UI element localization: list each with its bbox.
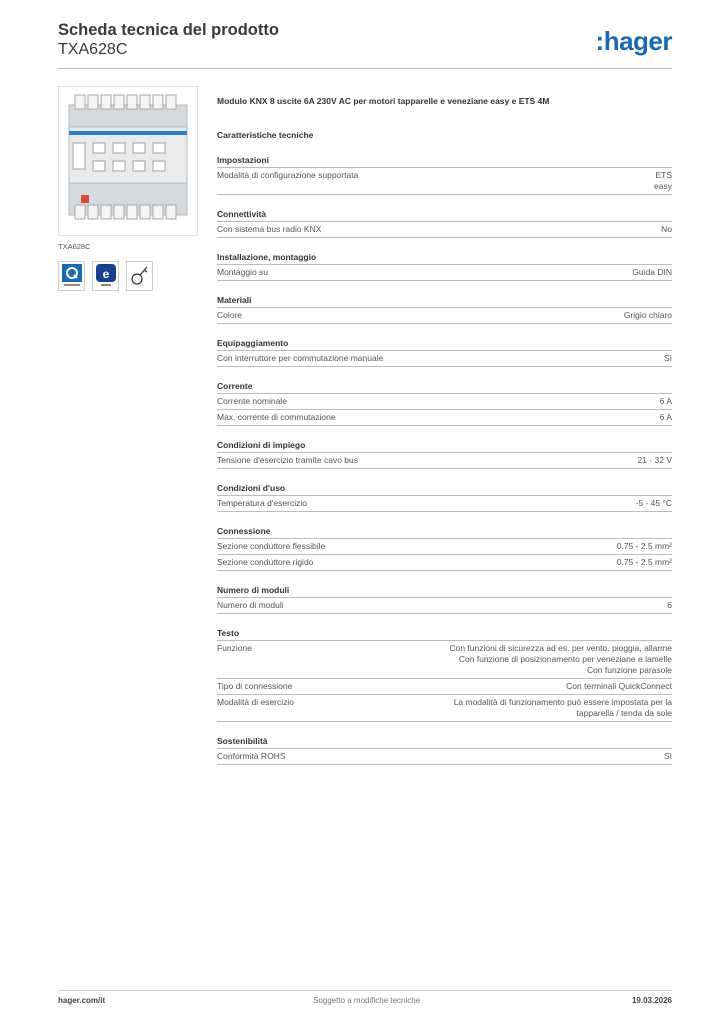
spec-value-line: Con terminali QuickConnect xyxy=(566,681,672,691)
spec-group-title: Condizioni d'uso xyxy=(217,483,672,496)
spec-label: Numero di moduli xyxy=(217,600,284,610)
spec-value-line: Sì xyxy=(663,353,672,363)
spec-row xyxy=(217,496,672,512)
spec-row xyxy=(217,539,672,555)
spec-value xyxy=(638,455,673,466)
product-image xyxy=(58,86,198,236)
spec-value-line: Guida DIN xyxy=(632,267,672,277)
spec-label: Conformità ROHS xyxy=(217,751,286,761)
spec-row xyxy=(217,695,672,722)
spec-value-line: ETS xyxy=(655,170,672,180)
spec-value xyxy=(566,681,672,692)
spec-group-title: Sostenibilità xyxy=(217,736,672,749)
spec-group-title: Impostazioni xyxy=(217,155,672,168)
product-code: TXA628C xyxy=(58,41,128,58)
spec-group xyxy=(217,252,672,281)
header-divider xyxy=(58,68,672,69)
spec-label: Max. corrente di commutazione xyxy=(217,412,336,422)
spec-label: Sezione conduttore rigido xyxy=(217,557,314,567)
hager-logo: :hager xyxy=(595,26,672,56)
spec-value xyxy=(617,557,672,568)
spec-value-line: Con funzione di posizionamento per veneziane e lamelle xyxy=(458,654,672,664)
spec-label: Montaggio su xyxy=(217,267,269,277)
spec-row xyxy=(217,555,672,571)
spec-group-title: Numero di moduli xyxy=(217,585,672,598)
spec-value xyxy=(660,396,672,407)
spec-label: Tensione d'esercizio tramite cavo bus xyxy=(217,455,358,465)
spec-value-line: Grigio chiaro xyxy=(623,310,672,320)
spec-label: Temperatura d'esercizio xyxy=(217,498,307,508)
spec-value xyxy=(632,267,672,278)
product-media xyxy=(58,86,198,291)
image-caption: TXA628C xyxy=(58,242,91,251)
spec-row xyxy=(217,679,672,695)
spec-value xyxy=(636,498,672,509)
spec-group-title: Installazione, montaggio xyxy=(217,252,672,265)
spec-groups xyxy=(217,155,672,765)
spec-group xyxy=(217,209,672,238)
footer-website[interactable]: hager.com/it xyxy=(58,996,106,1005)
logo-text: hager xyxy=(603,26,672,56)
spec-label: Con interruttore per commutazione manuale xyxy=(217,353,384,363)
quality-badge-icon xyxy=(58,261,85,291)
spec-value-line: 21 - 32 V xyxy=(637,455,672,465)
spec-label: Colore xyxy=(217,310,243,320)
spec-group xyxy=(217,338,672,367)
spec-value-line: easy xyxy=(654,181,672,191)
spec-value-line: La modalità di funzionamento può essere impostata per la xyxy=(453,697,672,707)
spec-value-line: tapparella / tenda da sole xyxy=(576,708,672,718)
spec-label: Modalità di configurazione supportata xyxy=(217,170,359,180)
spec-value xyxy=(667,600,672,611)
spec-group xyxy=(217,440,672,469)
specs-heading: Caratteristiche tecniche xyxy=(217,130,314,140)
spec-group-title: Connettività xyxy=(217,209,672,222)
spec-group xyxy=(217,736,672,765)
spec-label: Corrente nominale xyxy=(217,396,287,406)
spec-group xyxy=(217,526,672,571)
spec-row xyxy=(217,641,672,679)
spec-value-line: Con funzione parasole xyxy=(586,665,672,675)
spec-label: Con sistema bus radio KNX xyxy=(217,224,322,234)
spec-row xyxy=(217,222,672,238)
document-title: Scheda tecnica del prodotto xyxy=(58,21,279,39)
certification-badges xyxy=(58,261,198,291)
spec-row xyxy=(217,265,672,281)
spec-group-title: Condizioni di impiego xyxy=(217,440,672,453)
spec-value-line: No xyxy=(661,224,672,234)
spec-group xyxy=(217,628,672,722)
product-illustration xyxy=(59,87,197,235)
spec-value-line: 0.75 - 2.5 mm² xyxy=(616,541,672,551)
spec-value-line: 6 xyxy=(667,600,672,610)
spec-group-title: Connessione xyxy=(217,526,672,539)
spec-group-title: Materiali xyxy=(217,295,672,308)
spec-value-line: 6 A xyxy=(659,396,672,406)
spec-row xyxy=(217,749,672,765)
spec-group xyxy=(217,295,672,324)
spec-value xyxy=(664,353,672,364)
spec-label: Tipo di connessione xyxy=(217,681,293,691)
footer-date: 19.03.2026 xyxy=(631,996,672,1005)
svg-text:e: e xyxy=(102,267,109,281)
footer-notice: Soggetto a modifiche tecniche xyxy=(313,996,421,1005)
product-name: Modulo KNX 8 uscite 6A 230V AC per motori tapparelle e veneziane easy e ETS 4M xyxy=(217,96,550,106)
spec-label: Funzione xyxy=(217,643,252,653)
spec-group xyxy=(217,585,672,614)
spec-value xyxy=(654,170,672,192)
spec-row xyxy=(217,453,672,469)
spec-value xyxy=(661,224,672,235)
spec-row xyxy=(217,351,672,367)
spec-value-line: 0.75 - 2.5 mm² xyxy=(616,557,672,567)
spec-row xyxy=(217,308,672,324)
spec-label: Sezione conduttore flessibile xyxy=(217,541,326,551)
spec-value xyxy=(624,310,672,321)
spec-group xyxy=(217,381,672,426)
spec-value-line: -5 - 45 °C xyxy=(635,498,672,508)
spec-row xyxy=(217,168,672,195)
spec-row xyxy=(217,394,672,410)
footer-divider xyxy=(58,990,672,991)
spec-row xyxy=(217,410,672,426)
spec-row xyxy=(217,598,672,614)
spec-group-title: Testo xyxy=(217,628,672,641)
spec-group xyxy=(217,483,672,512)
spec-group-title: Corrente xyxy=(217,381,672,394)
spec-value-line: 6 A xyxy=(659,412,672,422)
spec-value-line: Sì xyxy=(663,751,672,761)
spec-group-title: Equipaggiamento xyxy=(217,338,672,351)
spec-value xyxy=(664,751,672,762)
key-badge-icon xyxy=(126,261,153,291)
spec-value xyxy=(617,541,672,552)
epd-badge-icon xyxy=(92,261,119,291)
document-header xyxy=(58,20,279,59)
spec-group xyxy=(217,155,672,195)
product-details xyxy=(217,95,672,765)
spec-value xyxy=(660,412,672,423)
spec-value-line: Con funzioni di sicurezza ad es. per vento, pioggia, allarme xyxy=(449,643,672,653)
spec-value xyxy=(454,697,672,719)
spec-label: Modalità di esercizio xyxy=(217,697,295,707)
spec-value xyxy=(449,643,672,676)
